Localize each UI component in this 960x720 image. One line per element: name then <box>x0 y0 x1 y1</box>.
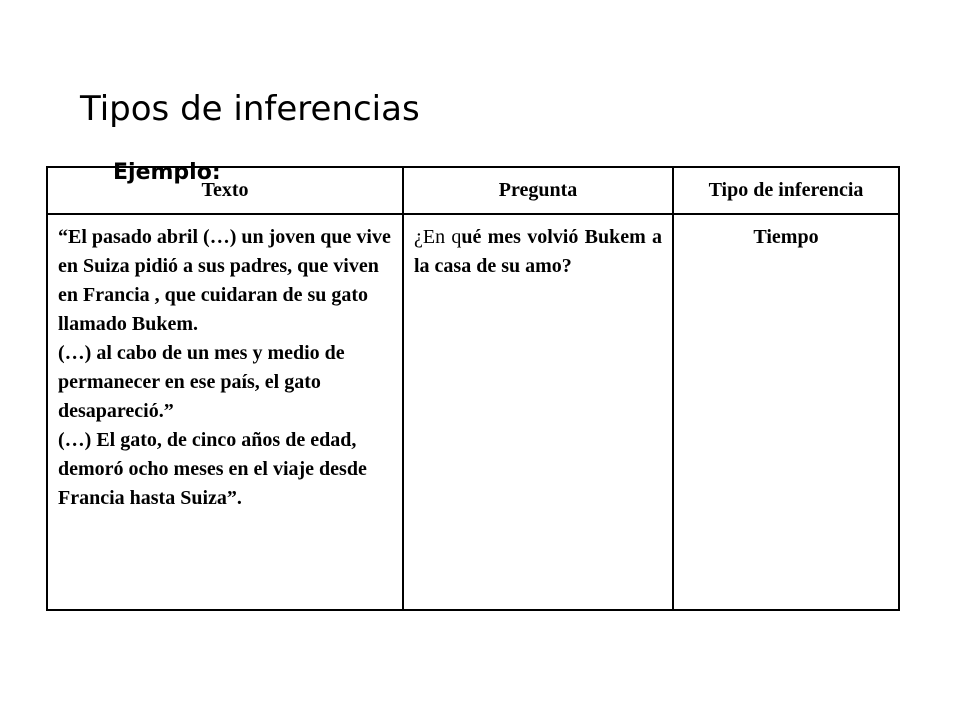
pregunta-lead-text: ¿En q <box>414 226 462 248</box>
pregunta-rest-text: ué mes volvió Bukem a la casa de su amo? <box>414 226 663 277</box>
header-tipo-de-inferencia: Tipo de inferencia <box>673 167 899 214</box>
slide-title: Tipos de inferencias <box>80 89 420 129</box>
cell-texto <box>47 214 403 610</box>
header-pregunta: Pregunta <box>403 167 673 214</box>
texto-paragraph-2: (…) al cabo de un mes y medio de permanecer en ese país, el gato desapareció.” <box>58 342 345 422</box>
cell-tipo: Tiempo <box>673 214 899 610</box>
cell-pregunta <box>403 214 673 610</box>
header-texto: Texto <box>47 167 403 214</box>
texto-paragraph-1: “El pasado abril (…) un joven que vive en Suiza pidió a sus padres, que viven en Francia , que cuidaran de su gato llamado Bukem. <box>58 226 391 335</box>
table-row <box>47 214 899 610</box>
inference-table <box>46 166 900 611</box>
texto-paragraph-3: (…) El gato, de cinco años de edad, demoró ocho meses en el viaje desde Francia hasta Suiza”. <box>58 429 367 509</box>
example-label: Ejemplo: <box>113 160 221 185</box>
